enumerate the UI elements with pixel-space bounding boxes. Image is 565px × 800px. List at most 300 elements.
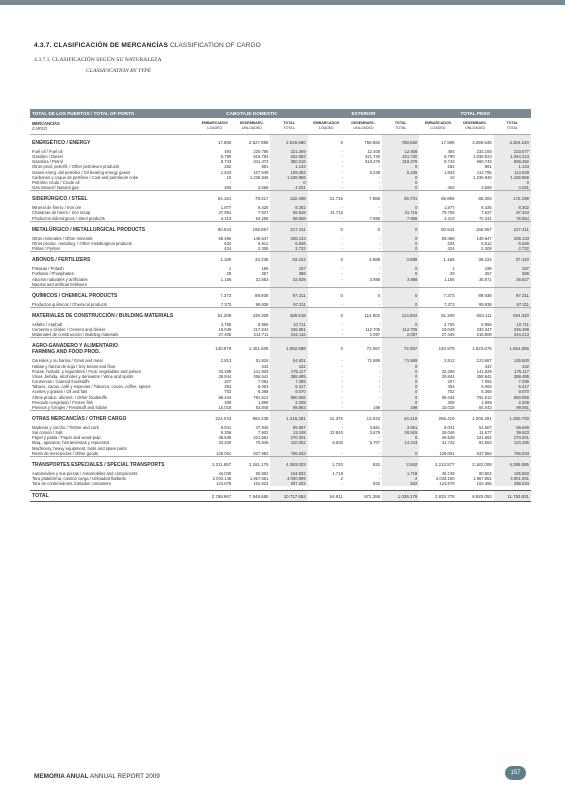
footer <box>34 773 160 780</box>
row-value: - <box>453 363 455 369</box>
row-label: Chatarras de hierro / Iron scrap <box>32 210 91 216</box>
row-value: 221.662 <box>253 435 269 441</box>
subheader-tot-en: TOTAL <box>506 126 518 130</box>
row-value: 148.647 <box>476 235 492 241</box>
row-value: 129.051 <box>216 450 232 456</box>
group-total-cell: 32.236 <box>233 252 270 267</box>
group-total-cell: 3.988 <box>382 252 419 267</box>
row-value: 1.843 <box>444 169 455 175</box>
row-value: 33.288 <box>441 368 455 374</box>
row-value: 141.829 <box>253 368 269 374</box>
row-label: Pescado congelado / Frozen fish <box>32 399 93 405</box>
row-value: 33.206 <box>218 440 232 446</box>
row-value: 216.808 <box>476 332 492 338</box>
subheader-tot-es: TOTAL <box>506 121 519 125</box>
row-value: 233.193 <box>476 149 492 154</box>
subsection-heading: 4.3.7.1. CLASIFICACIÓN SEGÚN SU NATURALEZA <box>34 57 162 63</box>
group-total-cell: 7.373 <box>419 287 456 302</box>
row-value: 162.523 <box>253 481 269 487</box>
row-label: Frutas, hortaliz. y legumbres / Fruit, vegetables and pulses <box>32 368 141 374</box>
row-value: 29.844 <box>218 373 232 379</box>
header-exterior: EXTERIOR <box>308 109 420 118</box>
row-value: 107.549 <box>253 169 269 175</box>
row-value: - <box>378 179 381 185</box>
row-value: - <box>341 246 343 252</box>
row-value: 175.117 <box>270 369 307 374</box>
header-domestic: CABOTAJE DOMESTIC <box>196 109 308 118</box>
row-value: 0 <box>382 364 419 369</box>
row-value: 0 <box>382 389 419 394</box>
group-total-cell: 1.005.281 <box>457 411 494 426</box>
row-value: 0 <box>382 435 419 440</box>
row-value: 421.730 <box>382 154 419 159</box>
row-value: 59.648 <box>494 425 531 430</box>
row-value: 1.718 <box>332 470 343 476</box>
row-value: 220.785 <box>253 149 269 154</box>
row-value: 7.299 <box>494 379 531 384</box>
row-value: 242.116 <box>270 332 307 338</box>
row-value: 0 <box>382 384 419 389</box>
row-value: 1.899 <box>257 399 269 405</box>
table-body <box>30 135 531 502</box>
row-value: 262 <box>447 164 455 170</box>
row-value: 87.343 <box>494 210 531 215</box>
group-total-cell: 604.320 <box>494 307 531 322</box>
row-label: Vinos, bebida, alcoholes y derivados / Wine and spirits <box>32 373 134 379</box>
row-value: 0 <box>382 322 419 327</box>
group-total-cell: 172.199 <box>494 191 531 206</box>
row-value: - <box>341 384 343 390</box>
row-value: - <box>378 470 381 476</box>
row-value: 616.793 <box>253 154 269 160</box>
group-total-cell: 1.592.588 <box>270 338 307 359</box>
row-value: 660.749 <box>476 159 492 165</box>
row-value: 1.143 <box>494 164 531 169</box>
group-total-cell: 33.422 <box>270 252 307 267</box>
row-value: - <box>378 174 381 180</box>
row-value: 5.707 <box>369 440 381 446</box>
group-total-cell: 1.186 <box>196 252 233 267</box>
row-value: - <box>378 389 381 395</box>
row-value: 421.730 <box>364 154 381 160</box>
group-total-cell: 7.373 <box>196 287 233 302</box>
row-value: - <box>378 271 381 277</box>
row-value: 1.236.956 <box>494 175 531 180</box>
group-row <box>30 411 531 426</box>
row-label: Habas y harina de soja / Soy beans and flour <box>32 363 116 369</box>
row-value: - <box>267 179 269 185</box>
row-value: 19.049 <box>218 327 232 333</box>
row-value: - <box>341 301 343 307</box>
row-value: 1.156 <box>444 276 455 282</box>
row-value: 2.208 <box>270 400 307 405</box>
row-label: Sal común / Salt <box>32 430 63 436</box>
row-value: 82.553 <box>478 440 492 446</box>
group-total-cell: 4.395.585 <box>494 456 531 471</box>
row-value: 832 <box>373 481 381 487</box>
row-value: 2.732 <box>270 246 307 252</box>
row-value: - <box>378 240 381 246</box>
group-total-cell: 51.209 <box>419 307 456 322</box>
row-value: 217.642 <box>253 327 269 333</box>
row-value: - <box>490 179 492 185</box>
group-total-cell: 3.988 <box>345 252 382 267</box>
row-value: 0 <box>382 400 419 405</box>
row-value: 3.988 <box>369 276 381 282</box>
row-value: 45.748 <box>441 470 455 476</box>
row-value: - <box>341 185 343 191</box>
group-total-cell: 37.410 <box>494 252 531 267</box>
row-value: 36.827 <box>494 277 531 288</box>
row-value: 109.392 <box>270 170 307 175</box>
subheader-des-en: UNLOADED <box>353 126 374 130</box>
row-value: 2.308 <box>481 246 492 252</box>
subheader-des-es: DESEMBARC. <box>463 121 488 125</box>
row-value: 358.641 <box>476 373 492 379</box>
row-value: 10.711 <box>270 322 307 327</box>
row-label: Altros produc. aliment. / Other foodstuffs <box>32 394 107 400</box>
group-row <box>30 221 531 236</box>
group-total-cell: 31.715 <box>308 191 345 206</box>
row-value: 244.213 <box>494 332 531 338</box>
row-value: 79.706 <box>441 210 455 216</box>
group-total-cell: 832 <box>345 456 382 471</box>
subheader-des-es: DESEMBARC. <box>351 121 376 125</box>
row-value: 198 <box>382 405 419 411</box>
row-value: 124.679 <box>216 481 232 487</box>
row-value: 60.802 <box>255 470 269 476</box>
row-value: 175.117 <box>494 369 531 374</box>
row-value: 350.216 <box>270 159 307 164</box>
row-value: - <box>378 363 381 369</box>
row-label: Otros prod. petrolíf. / Other petroleum products <box>32 164 120 170</box>
row-value: 0 <box>382 236 419 241</box>
total-value: 8.920.053 <box>457 491 494 502</box>
row-value: 0 <box>382 246 419 252</box>
subheader-tot <box>494 118 531 135</box>
row-value: 8.743 <box>220 159 232 165</box>
row-value: 0 <box>382 185 419 191</box>
row-value: 47.991 <box>218 210 232 216</box>
row-value: 1.044.313 <box>494 154 531 159</box>
row-value: 2.208 <box>494 400 531 405</box>
group-total-cell: 1.664.655 <box>494 338 531 359</box>
row-value: 832 <box>382 481 419 486</box>
row-value: 207 <box>447 379 455 385</box>
row-value: 68.568 <box>270 216 307 222</box>
row-value: 124.295 <box>494 440 531 450</box>
row-label: Aceites y grasas / Oil and fats <box>32 389 88 395</box>
row-value: 2.043.148 <box>212 476 232 482</box>
group-total-cell: 132.498 <box>270 191 307 206</box>
row-label: Otros minerales / Other minerals <box>32 235 93 241</box>
subheader-tot-es: TOTAL <box>283 121 295 125</box>
row-value: 64.255 <box>255 215 269 221</box>
row-value: 0 <box>382 266 419 271</box>
group-total-cell: 1.451.609 <box>233 338 270 359</box>
row-value: 97.311 <box>270 302 307 308</box>
section-title-es: CLASIFICACIÓN DE MERCANCÍAS <box>53 42 169 49</box>
row-value: 12.408 <box>367 149 381 154</box>
group-total-cell: 72.067 <box>382 338 419 359</box>
section-heading: 4.3.7. CLASIFICACIÓN DE MERCANCÍAS CLASSIFICATION OF CARGO <box>34 42 261 49</box>
group-total-cell: 2.182.008 <box>457 456 494 471</box>
row-value: 357 <box>261 271 269 277</box>
row-value: 0 <box>382 451 419 457</box>
row-value: 634 <box>224 240 232 246</box>
row-value: - <box>378 399 381 405</box>
row-value: 386 <box>494 271 531 276</box>
row-value: 262 <box>224 164 232 170</box>
row-value: 10 <box>226 174 232 180</box>
group-total-cell: 4.393.033 <box>270 456 307 471</box>
row-value: 5.956 <box>257 321 269 327</box>
row-value: 1.843 <box>220 169 232 175</box>
row-value: 2 <box>340 476 343 482</box>
row-value: 424 <box>224 246 232 252</box>
row-label: Gasóleo / Diesel <box>32 154 63 160</box>
row-value: 766.933 <box>494 451 531 457</box>
subheader-tot-en: TOTAL <box>283 126 295 130</box>
row-value: 634 <box>447 240 455 246</box>
row-label: Petróleo crudo / Crude oil <box>32 179 80 185</box>
group-total-cell: 0 <box>308 338 345 359</box>
subheader-emb <box>419 118 456 135</box>
subheader-des-en: UNLOADED <box>465 126 486 130</box>
row-value: 319.276 <box>382 159 419 164</box>
group-total-cell: 7.986 <box>345 191 382 206</box>
row-value: - <box>378 210 381 216</box>
row-label: Productos químicos / Chemical products <box>32 301 107 307</box>
row-value: 6.417 <box>270 384 307 389</box>
row-value: 1.143 <box>270 164 307 169</box>
group-total-cell: 1.186 <box>419 252 456 267</box>
row-value: 99.061 <box>494 405 531 411</box>
row-value: 8.368 <box>257 389 269 395</box>
row-value: 8.302 <box>494 205 531 210</box>
row-value: 4.755 <box>220 321 232 327</box>
row-value: 9.070 <box>270 389 307 394</box>
row-value: 4.031 <box>494 185 531 191</box>
row-label: Piensos y forrajes / Feedstuff and fodder <box>32 404 108 410</box>
group-total-cell: 31.376 <box>308 411 345 426</box>
row-value: 1 <box>452 266 455 272</box>
row-value: - <box>378 246 381 252</box>
row-value: - <box>378 394 381 400</box>
row-label: Tara plataforma, camión carga / Unloaded flatbeds <box>32 476 126 482</box>
row-value: 5.912 <box>481 240 492 246</box>
row-value: - <box>378 373 381 379</box>
row-value: 4.001.001 <box>494 476 531 481</box>
group-total-cell: 1.260.700 <box>494 411 531 426</box>
subheader-emb <box>196 118 233 135</box>
row-value: 2.813 <box>444 358 455 364</box>
row-value: 15.018 <box>218 404 232 410</box>
group-total-cell: 0 <box>345 221 382 236</box>
row-value: - <box>453 179 455 185</box>
row-value: 7.299 <box>270 379 307 384</box>
row-value: 2.308 <box>257 246 269 252</box>
row-value: 341.473 <box>253 159 269 165</box>
row-value: 7.092 <box>257 379 269 385</box>
group-total-cell: 217.411 <box>270 221 307 236</box>
group-total-cell: 156.867 <box>233 221 270 236</box>
row-value: 5.956 <box>481 321 492 327</box>
row-value: - <box>378 266 381 272</box>
row-value: 163.355 <box>476 481 492 487</box>
group-total-cell: 114.802 <box>382 307 419 322</box>
row-label: Productos siderúrgicos / Steel products <box>32 215 105 221</box>
row-value: 104.832 <box>270 471 307 476</box>
row-value: 1 <box>228 266 232 272</box>
row-value: 6.417 <box>494 384 531 389</box>
row-value: 51.607 <box>478 425 492 430</box>
row-value: 59.486 <box>218 235 232 241</box>
row-value: 59.486 <box>441 235 455 241</box>
row-value: - <box>341 399 343 405</box>
row-label: Gases energ. del petróleo / Oil bearing energy gases <box>32 169 131 175</box>
row-value: 76.554 <box>494 216 531 222</box>
group-total-cell: 0 <box>308 307 345 322</box>
row-value: 349.396 <box>494 327 531 332</box>
row-value: 270.201 <box>494 435 531 440</box>
row-value: 850.056 <box>494 395 531 400</box>
row-value: 32.839 <box>270 277 307 288</box>
group-row <box>30 191 531 206</box>
row-value: 27.405 <box>441 332 455 338</box>
row-value: 463 <box>224 185 232 191</box>
row-value: 0 <box>382 241 419 246</box>
row-value: 484 <box>447 149 455 154</box>
row-value: 58.444 <box>218 394 232 400</box>
row-value: - <box>341 389 343 395</box>
row-value: 622.583 <box>270 154 307 159</box>
row-value: 26.515 <box>382 430 419 435</box>
row-value: 0 <box>382 395 419 400</box>
row-value: 12.408 <box>382 149 419 154</box>
row-value: 1.718 <box>382 471 419 476</box>
row-value: - <box>341 332 343 338</box>
group-row <box>30 135 531 150</box>
row-label: Automóviles y sus piezas / Automobiles and components <box>32 470 138 476</box>
header-ports: TOTAL DE LOS PUERTOS / TOTAL OF PORTS <box>30 109 196 118</box>
row-value: 850.056 <box>270 395 307 400</box>
row-value: - <box>378 384 381 390</box>
group-total-cell: 54.181 <box>196 191 233 206</box>
row-label: Abonos naturales y artificiales Natural and artificial fertilisers <box>32 276 88 287</box>
row-value: 31.715 <box>382 210 419 215</box>
row-value: 7.092 <box>481 379 492 385</box>
row-value: - <box>378 164 381 170</box>
row-value: - <box>341 205 343 211</box>
group-total-cell: 2.181.176 <box>233 456 270 471</box>
group-total-cell: 86.303 <box>457 191 494 206</box>
row-value: 221.662 <box>476 435 492 441</box>
row-value: 669.492 <box>494 159 531 164</box>
footer-subtitle: ANNUAL REPORT 2009 <box>90 773 160 780</box>
subheader-cargo-en: CARGO <box>32 126 48 131</box>
total-value: 2.833.778 <box>419 491 456 502</box>
group-total-cell: 0 <box>345 287 382 302</box>
row-value: 4.313 <box>444 215 455 221</box>
total-value: 11.753.831 <box>494 491 531 502</box>
row-value: 442 <box>261 363 269 369</box>
row-value: 48.539 <box>441 435 455 441</box>
row-label: Maq., aparatos, herramientas y repuestos Machinery, heavy equipment, tools and spare parts <box>32 440 127 451</box>
row-value: 55.628 <box>270 210 307 215</box>
subheader-cargo-es: MERCANCÍAS <box>32 121 60 126</box>
row-value: 58.444 <box>441 394 455 400</box>
group-title: TRANSPORTES ESPECIALES / SPECIAL TRANSPORTS <box>30 456 196 471</box>
row-value: 0 <box>382 271 419 276</box>
row-value: - <box>341 276 343 282</box>
group-total-cell: 438.309 <box>233 307 270 322</box>
row-value: - <box>378 368 381 374</box>
row-value: 1.899 <box>481 399 492 405</box>
group-total-cell: 224.043 <box>196 411 233 426</box>
row-label: Gasolina / Petrol <box>32 159 63 165</box>
subheader-tot-es: TOTAL <box>394 121 407 125</box>
subheader-emb-es: EMBARCADOS <box>424 121 452 125</box>
row-value: 29.844 <box>441 373 455 379</box>
subsection-heading-en: CLASSIFICATION BY TYPE <box>86 68 152 74</box>
row-label: Tara de contenedores /Unladen containers <box>32 481 111 487</box>
row-value: 4.755 <box>444 321 455 327</box>
row-value: 5.206 <box>220 430 232 436</box>
row-value: 112.705 <box>382 327 419 332</box>
group-total-cell: 3.304.240 <box>494 135 531 150</box>
group-total-cell: 2.527.995 <box>233 135 270 150</box>
subheader-des <box>457 118 494 135</box>
row-value: - <box>341 321 343 327</box>
row-value: - <box>378 435 381 441</box>
row-value: 89.938 <box>478 301 492 307</box>
row-value: 51.818 <box>255 358 269 364</box>
row-value: - <box>378 235 381 241</box>
row-value: 0 <box>382 205 419 210</box>
row-label: Asfalto / Asphalt <box>32 321 63 327</box>
row-value: - <box>341 169 343 175</box>
cargo-classification-table <box>30 109 531 502</box>
group-total-cell: 2.545.590 <box>270 135 307 150</box>
row-value: - <box>341 363 343 369</box>
row-value: 791.612 <box>476 394 492 400</box>
row-value: 28.046 <box>441 430 455 436</box>
row-value: 71.869 <box>367 358 381 364</box>
row-value: 197 <box>494 266 531 271</box>
group-total-cell: 0 <box>308 221 345 236</box>
row-value: 5.912 <box>257 240 269 246</box>
row-value: 198 <box>373 404 381 410</box>
row-value: 141.829 <box>476 368 492 374</box>
group-total-cell: 36.224 <box>457 252 494 267</box>
row-value: 330.347 <box>476 327 492 333</box>
row-label: Piritas / Pyrites <box>32 246 60 252</box>
row-value: 424 <box>447 246 455 252</box>
group-total-cell: 140.979 <box>419 338 456 359</box>
row-value: 10 <box>449 174 455 180</box>
row-value: 196 <box>261 266 269 272</box>
group-row <box>30 338 531 359</box>
row-value: 112.705 <box>365 327 381 333</box>
group-total-cell: 89.938 <box>457 287 494 302</box>
row-value: 197 <box>270 266 307 271</box>
row-value: - <box>378 185 381 191</box>
group-total-cell: 0 <box>308 287 345 302</box>
row-value: 0 <box>382 164 419 169</box>
row-value: 124.679 <box>439 481 455 487</box>
row-value: 97.311 <box>494 302 531 308</box>
